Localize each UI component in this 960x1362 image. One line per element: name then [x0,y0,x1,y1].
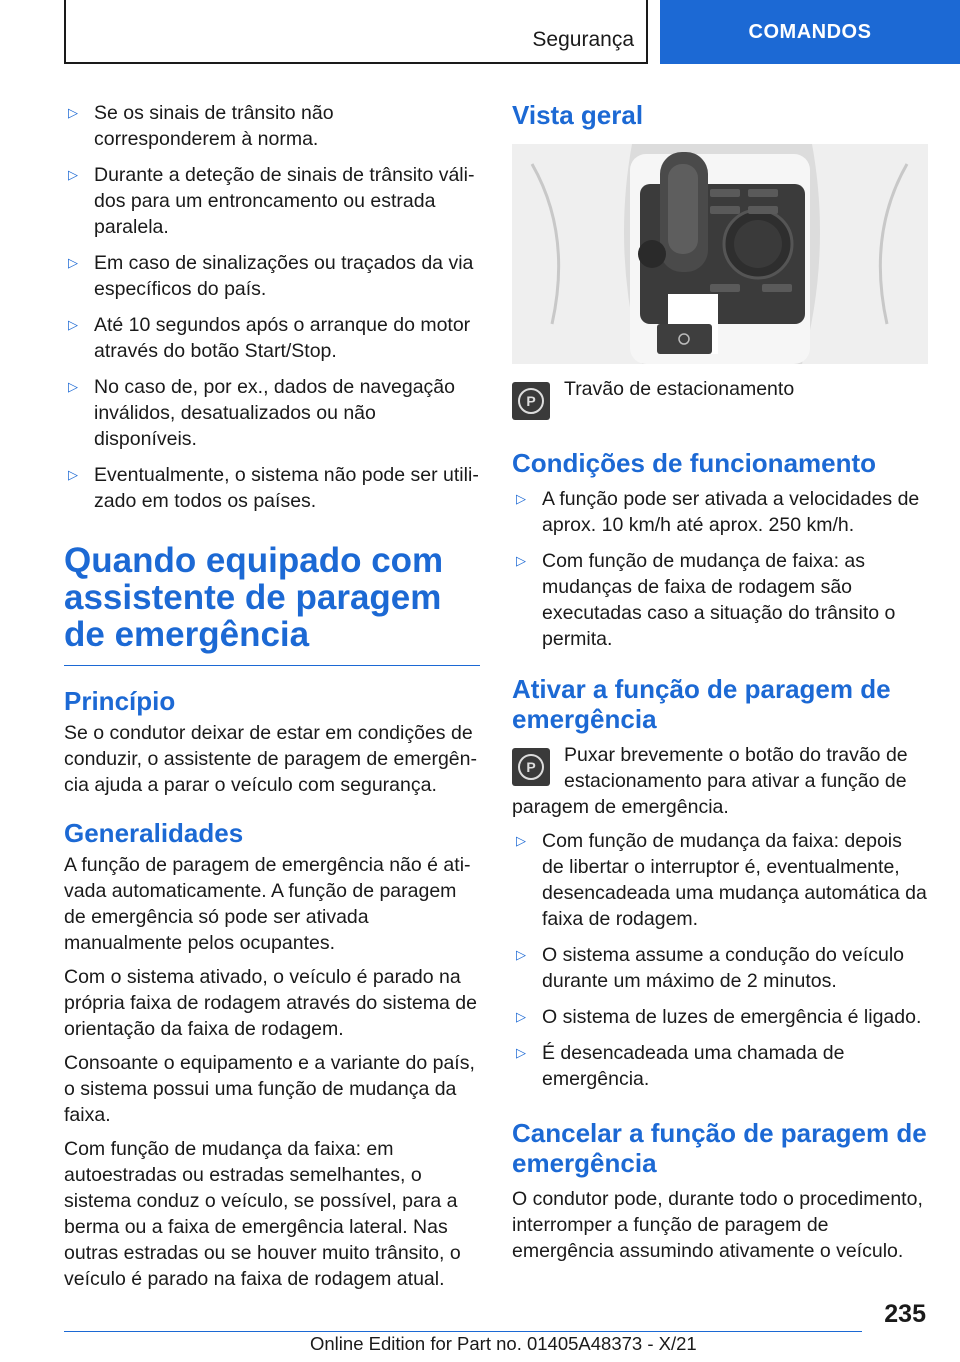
list-item: ▷ Com função de mudança da faixa: depois de libertar o interruptor é, eventualmente, desencadeada uma mudança automática da faixa de rodagem. [516,830,927,930]
parking-brake-caption [512,378,928,420]
general-paragraph: Consoante o equipamento e a variante do país, o sistema possui uma função de mudança da faixa. [64,1052,475,1126]
triangle-bullet-icon: ▷ [516,491,526,506]
triangle-bullet-icon: ▷ [68,317,78,332]
triangle-bullet-icon: ▷ [68,255,78,270]
triangle-bullet-icon: ▷ [516,553,526,568]
parking-brake-icon: P [512,382,550,420]
list-item: ▷ O sistema de luzes de emergência é ligado. [516,1006,922,1028]
triangle-bullet-icon: ▷ [68,105,78,120]
general-paragraph: Com função de mudança da faixa: em autoestradas ou estradas semelhantes, o sistema conduz o veículo, se possível, para a berma ou a faixa de emergência lateral. Nas outras estradas ou se houver muito trânsito, o veículo é parado na faixa de rodagem atual. [64,1138,461,1290]
list-item: ▷ Em caso de sinalizações ou traçados da via específicos do país. [68,252,474,300]
list-item: ▷ O sistema assume a condução do veículo durante um máximo de 2 minutos. [516,944,905,992]
header-section-title: Segurança [532,28,634,51]
list-item: ▷ Até 10 segundos após o arranque do motor através do botão Start/Stop. [68,314,471,362]
activate-heading: Ativar a função de paragem de emergência [512,674,891,734]
right-column [512,100,928,1272]
footer-edition: Online Edition for Part no. 01405A48373 - X/21 [310,1333,697,1354]
parking-brake-icon: P [512,748,550,786]
list-item: ▷ Se os sinais de trânsito não corresponderem à norma. [68,102,334,150]
triangle-bullet-icon: ▷ [516,1009,526,1024]
center-console-photo [512,144,928,364]
general-paragraph: A função de paragem de emergência não é ativada automaticamente. A função de paragem de emergência só pode ser ativada manualmente pelos ocupantes. [64,854,471,954]
center-console-illustration [512,144,928,364]
list-item: ▷ No caso de, por ex., dados de navegação inválidos, desatualizados ou não disponíveis. [68,376,455,450]
footer-divider [64,1331,862,1332]
general-heading: Generalidades [64,818,244,848]
triangle-bullet-icon: ▷ [68,379,78,394]
overview-heading: Vista geral [512,100,644,130]
header-tab-comandos[interactable]: COMANDOS [660,0,960,64]
list-item: ▷ Eventualmente, o sistema não pode ser utilizado em todos os países. [68,464,479,512]
triangle-bullet-icon: ▷ [516,1045,526,1060]
general-paragraph: Com o sistema ativado, o veículo é parado na própria faixa de rodagem através do sistema de orientação da faixa de rodagem. [64,966,477,1040]
list-item: ▷ Durante a deteção de sinais de trânsito válidos para um entroncamento ou estrada paralela. [68,164,475,238]
caption-text: Travão de estacionamento [564,378,795,400]
function-conditions-list [512,486,928,652]
triangle-bullet-icon: ▷ [68,467,78,482]
triangle-bullet-icon: ▷ [68,167,78,182]
list-item: ▷ Com função de mudança de faixa: as mudanças de faixa de rodagem são executadas caso a situação do trânsito o permita. [516,550,896,650]
triangle-bullet-icon: ▷ [516,833,526,848]
cancel-heading: Cancelar a função de paragem de emergência [512,1118,927,1178]
principle-heading: Princípio [64,686,176,716]
triangle-bullet-icon: ▷ [516,947,526,962]
conditions-heading: Condições de funcionamento [512,448,877,478]
principle-text: Se o condutor deixar de estar em condições de conduzir, o assistente de paragem de emergência ajuda a parar o veículo com segurança. [64,722,478,796]
section-title: Quando equipado com assistente de paragem de emergência [64,542,480,666]
list-item: ▷ A função pode ser ativada a velocidades de aprox. 10 km/h até aprox. 250 km/h. [516,488,920,536]
activate-list [512,828,928,1092]
left-column [64,100,480,1300]
activate-text: Puxar brevemente o botão do travão de estacionamento para ativar a função de paragem de emergência. [512,744,908,818]
page-number: 235 [884,1300,926,1328]
cancel-text: O condutor pode, durante todo o procedimento, interromper a função de paragem de emergência assumindo ativamente o veículo. [512,1188,923,1262]
activate-block [512,742,928,820]
conditions-list [64,100,480,514]
list-item: ▷ É desencadeada uma chamada de emergência. [516,1042,845,1090]
